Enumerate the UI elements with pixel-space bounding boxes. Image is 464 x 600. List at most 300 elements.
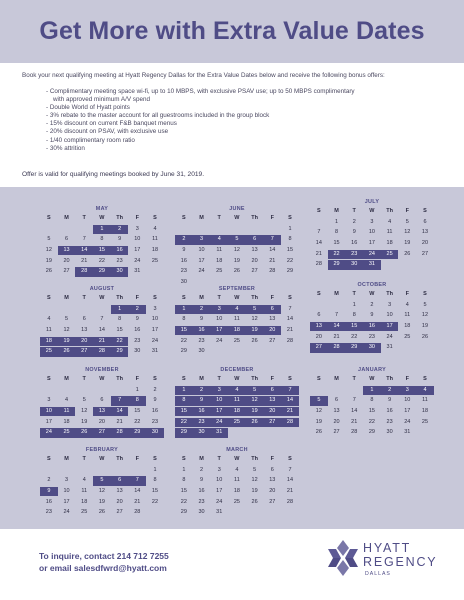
weekday-label: T [82,376,86,382]
day-cell: 26 [315,429,322,436]
day-cell: 10 [386,312,393,319]
highlighted-day: 30 [146,428,164,437]
week-row [175,225,299,236]
day-cell: 11 [404,312,411,319]
day-cell: 22 [286,257,294,264]
logo-text-regency: REGENCY [363,555,438,569]
day-cell: 28 [269,268,276,275]
week-row [40,428,164,439]
highlighted-day: 23 [193,418,211,427]
weekday-label: S [317,376,321,382]
highlighted-day: 1 [363,386,381,395]
month-name: SEPTEMBER [218,286,256,292]
day-cell: 25 [233,337,240,344]
weekday-label: S [47,456,51,462]
weekday-label: S [47,295,51,301]
highlighted-day: 13 [263,396,281,405]
week-row [310,343,434,354]
day-cell: 8 [352,312,356,319]
day-cell: 7 [352,397,356,404]
day-cell: 6 [317,312,321,319]
highlighted-day: 14 [111,407,129,416]
day-cell: 25 [233,498,240,505]
month-name: AUGUST [89,286,115,292]
offer-item: - 30% attrition [46,145,446,153]
highlighted-day: 2 [111,225,129,234]
day-cell: 16 [198,488,205,495]
weekday-label: W [369,208,375,214]
day-cell: 18 [216,257,223,264]
weekday-label: T [82,456,86,462]
highlighted-day: 9 [193,396,211,405]
weekday-label: S [153,295,157,301]
highlighted-day: 12 [246,396,264,405]
weekday-label: W [99,456,105,462]
day-cell: 20 [116,498,123,505]
day-cell: 21 [269,257,276,264]
highlighted-day: 27 [93,428,111,437]
week-row [175,305,299,316]
calendar-august [40,286,164,358]
highlighted-day: 31 [363,260,381,269]
day-cell: 12 [251,477,258,484]
weekday-label: S [317,208,321,214]
weekday-label: M [199,295,204,301]
offer-item: with approved minimum A/V spend [53,96,150,104]
weekday-label: Th [116,376,123,382]
highlighted-day: 13 [310,322,328,331]
weekday-label: M [199,215,204,221]
day-cell: 5 [82,397,86,404]
day-cell: 28 [286,337,294,344]
day-cell: 7 [82,236,86,243]
weekday-header [310,375,434,386]
day-cell: 14 [315,240,322,247]
weekday-label: F [135,376,139,382]
day-cell: 10 [404,397,411,404]
highlighted-day: 14 [75,246,93,255]
weekday-label: S [47,215,51,221]
week-row [310,218,434,229]
weekday-label: Th [386,291,393,297]
day-cell: 15 [368,408,375,415]
week-row [40,476,164,487]
highlighted-day: 7 [111,396,129,405]
highlighted-day: 19 [246,407,264,416]
weekday-header [40,375,164,386]
month-name: JUNE [229,206,245,212]
day-cell: 10 [368,229,375,236]
highlighted-day: 30 [193,428,211,437]
logo-text-dallas: DALLAS [365,571,391,577]
highlighted-day: 1 [175,386,193,395]
weekday-label: T [352,376,356,382]
highlighted-day: 16 [193,326,211,335]
day-cell: 31 [404,429,411,436]
highlighted-day: 17 [381,322,399,331]
highlighted-day: 25 [228,418,246,427]
day-cell: 10 [216,477,223,484]
highlighted-day: 20 [263,326,281,335]
weekday-label: S [288,456,292,462]
highlighted-day: 5 [310,396,328,405]
weekday-label: Th [251,295,258,301]
day-cell: 9 [352,229,356,236]
day-cell: 9 [118,236,122,243]
day-cell: 8 [288,236,292,243]
highlighted-day: 26 [58,347,76,356]
weekday-label: T [82,215,86,221]
highlighted-day: 21 [93,337,111,346]
day-cell: 24 [198,268,205,275]
calendar-november [40,367,164,439]
weekday-label: M [199,456,204,462]
week-row [310,386,434,397]
weekday-label: M [334,376,339,382]
weekday-label: Th [251,215,258,221]
month-name: NOVEMBER [85,367,119,373]
day-cell: 26 [404,250,411,257]
day-cell: 13 [269,316,276,323]
month-name: OCTOBER [357,282,387,288]
highlighted-day: 29 [111,347,129,356]
weekday-label: F [135,456,139,462]
weekday-label: Th [116,456,123,462]
highlighted-day: 2 [128,305,146,314]
day-cell: 6 [423,218,427,225]
weekday-label: W [234,295,240,301]
highlighted-day: 17 [210,407,228,416]
highlighted-day: 20 [75,337,93,346]
highlighted-day: 29 [93,267,111,276]
weekday-label: S [288,376,292,382]
day-cell: 10 [198,247,205,254]
offer-item: - 15% discount on current F&B banquet menus [46,120,446,128]
day-cell: 19 [98,498,105,505]
day-cell: 21 [333,333,340,340]
day-cell: 28 [134,509,141,516]
highlighted-day: 25 [381,250,399,259]
day-cell: 26 [233,268,240,275]
weekday-label: T [352,208,356,214]
week-row [40,257,164,268]
day-cell: 15 [151,488,159,495]
weekday-label: M [334,208,339,214]
week-row [40,267,164,278]
highlighted-day: 5 [93,476,111,485]
day-cell: 24 [151,337,159,344]
highlighted-day: 27 [263,418,281,427]
day-cell: 27 [116,509,123,516]
day-cell: 12 [233,247,240,254]
highlighted-day: 11 [228,396,246,405]
day-cell: 24 [63,509,70,516]
highlighted-day: 6 [111,476,129,485]
weekday-header [175,214,299,225]
day-cell: 17 [151,327,159,334]
day-cell: 21 [116,418,123,425]
week-row [175,347,299,358]
weekday-label: F [135,295,139,301]
highlighted-day: 19 [246,326,264,335]
highlighted-day: 6 [263,386,281,395]
day-cell: 8 [182,316,186,323]
day-cell: 23 [198,337,205,344]
weekday-header [40,214,164,225]
weekday-label: S [423,291,427,297]
weekday-label: S [47,376,51,382]
highlighted-day: 7 [263,235,281,244]
highlighted-day: 16 [111,246,129,255]
highlighted-day: 16 [193,407,211,416]
day-cell: 28 [351,429,358,436]
day-cell: 14 [134,488,141,495]
month-name: JANUARY [358,367,386,373]
highlighted-day: 9 [40,487,58,496]
highlighted-day: 3 [210,305,228,314]
day-cell: 20 [315,333,322,340]
week-row [175,257,299,268]
weekday-label: S [317,291,321,297]
weekday-label: W [369,376,375,382]
day-cell: 9 [200,477,204,484]
day-cell: 17 [404,408,411,415]
month-name: MAY [95,206,109,212]
highlighted-day: 15 [175,407,193,416]
day-cell: 5 [65,316,69,323]
day-cell: 22 [134,418,141,425]
highlighted-day: 1 [111,305,129,314]
highlighted-day: 4 [416,386,434,395]
highlighted-day: 19 [58,337,76,346]
day-cell: 24 [134,257,141,264]
highlighted-day: 22 [175,418,193,427]
page-title: Get More with Extra Value Dates [39,17,425,45]
day-cell: 21 [286,488,294,495]
day-cell: 16 [45,498,52,505]
weekday-label: S [423,376,427,382]
highlighted-day: 24 [40,428,58,437]
day-cell: 30 [198,348,205,355]
day-cell: 3 [370,218,374,225]
day-cell: 10 [216,316,223,323]
day-cell: 22 [351,333,358,340]
day-cell: 30 [198,509,205,516]
highlighted-day: 20 [263,407,281,416]
day-cell: 16 [351,240,358,247]
day-cell: 24 [404,418,411,425]
day-cell: 16 [386,408,393,415]
day-cell: 17 [368,240,375,247]
day-cell: 25 [216,268,223,275]
day-cell: 6 [270,466,274,473]
week-row [175,466,299,477]
highlighted-day: 6 [263,305,281,314]
day-cell: 21 [134,498,141,505]
contact-phone: To inquire, contact 214 712 7255 [39,551,169,561]
day-cell: 27 [421,250,429,257]
day-cell: 8 [335,229,339,236]
day-cell: 5 [423,301,427,308]
hyatt-regency-logo [326,537,446,585]
intro-text: Book your next qualifying meeting at Hyatt Regency Dallas for the Extra Value Dates below and receive the following bonus offers: [22,72,385,79]
day-cell: 8 [370,397,374,404]
week-row [310,418,434,429]
day-cell: 4 [82,477,86,484]
weekday-label: Th [116,295,123,301]
offers-list [46,88,446,153]
offer-item: - 20% discount on PSAV, with exclusive use [46,128,446,136]
day-cell: 2 [200,466,204,473]
week-row [40,498,164,509]
day-cell: 2 [47,477,51,484]
weekday-label: S [153,376,157,382]
day-cell: 28 [286,498,294,505]
weekday-header [175,294,299,305]
highlighted-day: 7 [128,476,146,485]
week-row [40,315,164,326]
weekday-label: W [99,376,105,382]
day-cell: 18 [233,488,240,495]
highlighted-day: 10 [40,407,58,416]
day-cell: 25 [421,418,429,425]
day-cell: 14 [286,316,294,323]
highlighted-day: 2 [175,235,193,244]
week-row [310,260,434,271]
day-cell: 13 [421,229,429,236]
highlighted-day: 2 [193,305,211,314]
day-cell: 7 [100,316,104,323]
month-name: DECEMBER [220,367,254,373]
weekday-label: F [405,208,409,214]
day-cell: 4 [235,466,239,473]
week-row [175,418,299,429]
day-cell: 31 [151,348,159,355]
day-cell: 17 [216,488,223,495]
highlighted-day: 14 [281,396,299,405]
day-cell: 15 [286,247,294,254]
day-cell: 4 [405,301,409,308]
weekday-label: W [234,215,240,221]
day-cell: 4 [65,397,69,404]
week-row [310,250,434,261]
weekday-label: Th [116,215,123,221]
weekday-label: M [64,376,69,382]
day-cell: 10 [63,488,70,495]
weekday-header [310,290,434,301]
week-row [310,311,434,322]
weekday-label: W [369,291,375,297]
weekday-label: S [182,376,186,382]
weekday-label: F [135,215,139,221]
day-cell: 7 [335,312,339,319]
highlighted-day: 4 [228,305,246,314]
day-cell: 23 [45,509,52,516]
day-cell: 26 [251,337,258,344]
day-cell: 16 [180,257,187,264]
week-row [175,235,299,246]
day-cell: 15 [134,408,141,415]
highlighted-day: 5 [228,235,246,244]
highlighted-day: 31 [210,428,228,437]
day-cell: 11 [234,316,240,323]
day-cell: 20 [98,418,105,425]
valid-note: Offer is valid for qualifying meetings booked by June 31, 2019. [22,171,205,178]
day-cell: 19 [421,323,429,330]
week-row [310,396,434,407]
highlighted-day: 26 [246,418,264,427]
week-row [40,508,164,519]
day-cell: 12 [98,488,105,495]
contact-info [39,550,169,574]
highlighted-day: 28 [328,343,346,352]
week-row [40,396,164,407]
day-cell: 29 [286,268,294,275]
week-row [40,246,164,257]
week-row [40,487,164,498]
day-cell: 16 [134,327,141,334]
weekday-label: Th [251,376,258,382]
day-cell: 23 [368,333,375,340]
weekday-header [310,207,434,218]
day-cell: 6 [65,236,69,243]
week-row [175,476,299,487]
highlighted-day: 29 [128,428,146,437]
day-cell: 23 [386,418,393,425]
day-cell: 12 [45,247,52,254]
weekday-label: S [182,295,186,301]
day-cell: 12 [404,229,411,236]
day-cell: 8 [118,316,122,323]
day-cell: 18 [63,418,70,425]
highlighted-day: 29 [175,428,193,437]
day-cell: 22 [180,498,187,505]
day-cell: 23 [116,257,123,264]
day-cell: 21 [351,418,358,425]
day-cell: 7 [317,229,321,236]
highlighted-day: 28 [75,267,93,276]
month-name: FEBRUARY [85,447,119,453]
week-row [175,337,299,348]
highlighted-day: 26 [75,428,93,437]
calendar-october [310,282,434,354]
day-cell: 11 [216,247,223,254]
calendar-june [175,206,299,289]
day-cell: 4 [388,218,392,225]
day-cell: 24 [386,333,393,340]
weekday-label: M [64,456,69,462]
weekday-label: Th [386,376,393,382]
day-cell: 18 [404,323,411,330]
day-cell: 31 [386,344,393,351]
highlighted-day: 22 [111,337,129,346]
weekday-label: S [153,215,157,221]
day-cell: 25 [404,333,411,340]
weekday-label: Th [386,208,393,214]
day-cell: 24 [216,337,223,344]
day-cell: 29 [180,509,187,516]
week-row [40,326,164,337]
highlighted-day: 5 [246,305,264,314]
weekday-label: W [99,215,105,221]
week-row [310,333,434,344]
day-cell: 1 [182,466,186,473]
contact-email[interactable]: or email salesdfwrd@hyatt.com [39,563,167,573]
weekday-label: F [270,456,274,462]
week-row [175,498,299,509]
day-cell: 23 [134,337,141,344]
day-cell: 3 [135,225,139,232]
